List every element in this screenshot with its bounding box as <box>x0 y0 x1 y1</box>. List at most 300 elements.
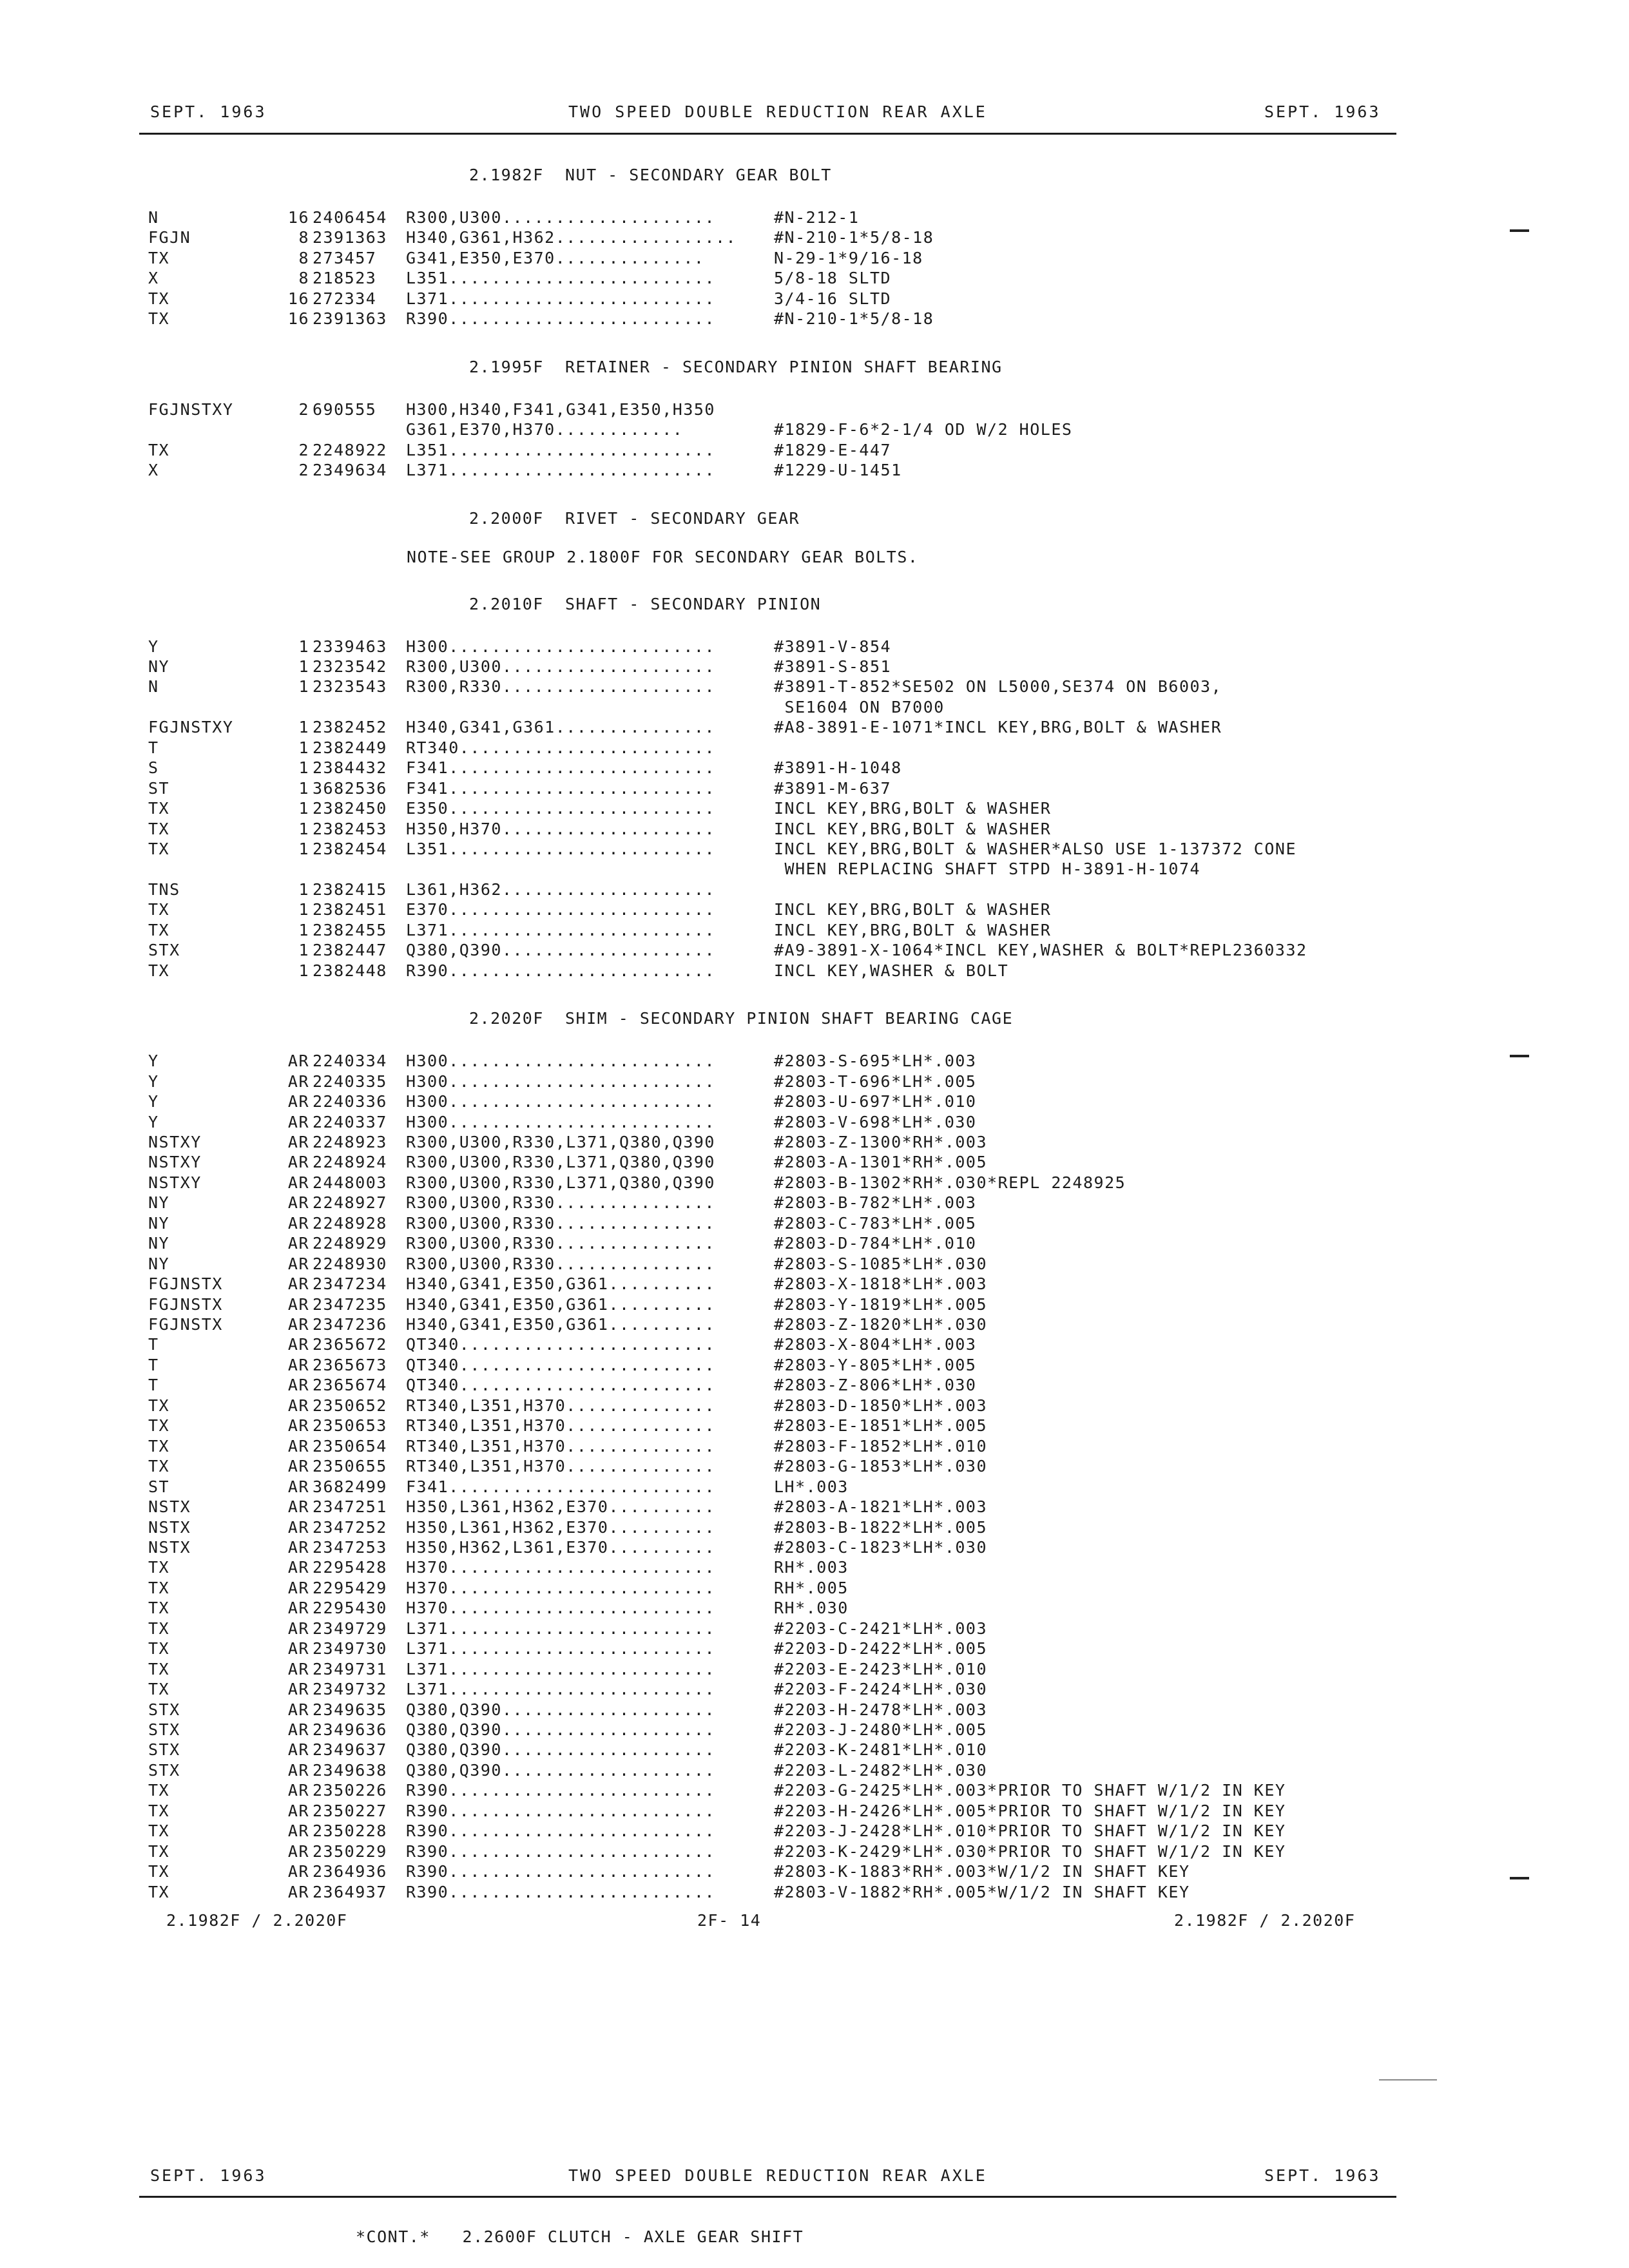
next-header-rule <box>139 2196 1396 2198</box>
application <box>406 1517 715 1537</box>
quantity: AR <box>287 1801 309 1820</box>
model-code: TX <box>148 1882 170 1901</box>
model-code: Y <box>148 1052 159 1071</box>
quantity: 16 <box>287 289 309 308</box>
application <box>406 1598 715 1618</box>
leader-dots: ......................... <box>448 1862 716 1881</box>
model-code: X <box>148 461 159 480</box>
application-text: H340,G341,E350,G361 <box>406 1294 609 1314</box>
leader-dots: ......................... <box>448 1659 716 1678</box>
model-code: N <box>148 677 159 697</box>
description: #2803-C-1823*LH*.030 <box>774 1537 988 1557</box>
model-code: STX <box>148 1700 180 1719</box>
leader-dots: .................... <box>501 1760 715 1780</box>
application <box>406 1557 715 1577</box>
quantity: 16 <box>287 208 309 227</box>
quantity: AR <box>287 1862 309 1881</box>
leader-dots: .................... <box>501 1700 715 1719</box>
model-code: T <box>148 1355 159 1374</box>
description: #2203-F-2424*LH*.030 <box>774 1680 988 1699</box>
application <box>406 657 715 677</box>
application <box>406 399 715 419</box>
leader-dots: ............... <box>555 718 715 737</box>
model-code: Y <box>148 1072 159 1091</box>
part-number: 2240336 <box>313 1092 387 1111</box>
application <box>406 819 715 839</box>
application <box>406 1619 715 1639</box>
model-code: TX <box>148 961 170 980</box>
quantity: AR <box>287 1355 309 1374</box>
part-number: 2240334 <box>313 1052 387 1071</box>
model-code: TX <box>148 1599 170 1618</box>
leader-dots: .................... <box>501 941 715 960</box>
part-number: 2349635 <box>313 1700 387 1719</box>
application <box>406 1679 715 1699</box>
application-text: R300,U300,R330 <box>406 1193 555 1213</box>
application-text: R300,R330 <box>406 677 502 697</box>
part-number: 2295429 <box>313 1578 387 1597</box>
quantity: AR <box>287 1558 309 1577</box>
model-code: STX <box>148 1720 180 1739</box>
application <box>406 207 715 227</box>
application-text: Q380,Q390 <box>406 1760 502 1780</box>
application <box>406 1578 715 1598</box>
model-code: TX <box>148 289 170 308</box>
margin-mark <box>1510 1877 1529 1879</box>
application-text: QT340 <box>406 1376 459 1395</box>
margin-mark <box>1379 2079 1437 2081</box>
quantity: AR <box>287 1335 309 1354</box>
application-text: F341 <box>406 778 449 798</box>
application <box>406 248 704 268</box>
leader-dots: ......................... <box>448 289 716 308</box>
leader-dots: .............. <box>566 1457 715 1476</box>
model-code: N <box>148 208 159 227</box>
part-number: 2347251 <box>313 1497 387 1517</box>
quantity: 1 <box>298 778 309 798</box>
application <box>406 798 715 818</box>
application-text: RT340,L351,H370 <box>406 1457 566 1476</box>
description: INCL KEY,BRG,BOLT & WASHER <box>774 900 1052 919</box>
application <box>406 1537 715 1557</box>
quantity: AR <box>287 1639 309 1658</box>
model-code: STX <box>148 1740 180 1760</box>
application <box>406 1254 715 1274</box>
model-code: STX <box>148 1760 180 1780</box>
description: SE1604 ON B7000 <box>774 697 945 716</box>
description: #N-210-1*5/8-18 <box>774 228 934 247</box>
application-text: L371 <box>406 920 449 939</box>
header-title: TWO SPEED DOUBLE REDUCTION REAR AXLE <box>568 102 987 121</box>
quantity: AR <box>287 1072 309 1091</box>
description: #3891-M-637 <box>774 778 892 798</box>
application-text: L351 <box>406 440 449 459</box>
leader-dots: ......................... <box>448 1599 716 1618</box>
application <box>406 1274 715 1294</box>
description: #2803-A-1301*RH*.005 <box>774 1153 988 1172</box>
description: INCL KEY,BRG,BOLT & WASHER <box>774 799 1052 818</box>
part-number: 2347234 <box>313 1274 387 1294</box>
application-text: H350,H362,L361,E370 <box>406 1537 609 1557</box>
section-note: NOTE-SEE GROUP 2.1800F FOR SECONDARY GEAR BOLTS. <box>407 547 919 566</box>
leader-dots: .................... <box>501 1720 715 1739</box>
application-text: R300,U300,R330,L371,Q380,Q390 <box>406 1132 715 1151</box>
leader-dots: ......................... <box>448 269 716 288</box>
part-number: 2248930 <box>313 1254 387 1273</box>
part-number: 2350652 <box>313 1396 387 1415</box>
model-code: FGJN <box>148 228 191 247</box>
application <box>406 1152 715 1172</box>
part-number: 2350655 <box>313 1457 387 1476</box>
application-text: H340,G341,E350,G361 <box>406 1274 609 1294</box>
description: #2803-Z-806*LH*.030 <box>774 1376 977 1395</box>
part-number: 2382452 <box>313 718 387 737</box>
model-code: TX <box>148 1416 170 1436</box>
part-number: 2350226 <box>313 1781 387 1800</box>
header-date-right: SEPT. 1963 <box>1264 102 1381 121</box>
application-text: Q380,Q390 <box>406 1740 502 1760</box>
quantity: 1 <box>298 900 309 919</box>
part-number: 2248927 <box>313 1193 387 1213</box>
leader-dots: ......................... <box>448 900 716 919</box>
part-number: 2248928 <box>313 1213 387 1233</box>
part-number: 2350653 <box>313 1416 387 1436</box>
model-code: NY <box>148 1234 170 1253</box>
part-number: 2364936 <box>313 1862 387 1881</box>
application-text: F341 <box>406 758 449 778</box>
application <box>406 717 715 737</box>
model-code: TX <box>148 1841 170 1861</box>
leader-dots: .................... <box>501 879 715 899</box>
application-text: F341 <box>406 1477 449 1496</box>
part-number: 2347253 <box>313 1537 387 1557</box>
description: #2203-J-2428*LH*.010*PRIOR TO SHAFT W/1/2 IN KEY <box>774 1821 1286 1841</box>
application-text: H340,G341,E350,G361 <box>406 1315 609 1334</box>
quantity: AR <box>287 1760 309 1780</box>
application <box>406 1436 715 1456</box>
description: #2203-C-2421*LH*.003 <box>774 1619 988 1638</box>
application <box>406 1091 715 1111</box>
leader-dots: ......................... <box>448 1578 716 1597</box>
part-number: 2349637 <box>313 1740 387 1760</box>
model-code: NSTX <box>148 1517 191 1537</box>
part-number: 2349730 <box>313 1639 387 1658</box>
next-header-date-left: SEPT. 1963 <box>150 2166 267 2185</box>
part-number: 218523 <box>313 269 377 288</box>
application <box>406 1477 715 1497</box>
model-code: NY <box>148 657 170 676</box>
description: RH*.003 <box>774 1558 849 1577</box>
application-text: H370 <box>406 1558 449 1577</box>
application-text: L361,H362 <box>406 879 502 899</box>
model-code: TX <box>148 1558 170 1577</box>
part-number: 2391363 <box>313 228 387 247</box>
description: #2803-U-697*LH*.010 <box>774 1092 977 1111</box>
quantity: AR <box>287 1213 309 1233</box>
model-code: FGJNSTXY <box>148 399 234 419</box>
quantity: AR <box>287 1457 309 1476</box>
application-text: Q380,Q390 <box>406 941 502 960</box>
next-header-title: TWO SPEED DOUBLE REDUCTION REAR AXLE <box>568 2166 987 2185</box>
leader-dots: .......... <box>608 1315 715 1334</box>
leader-dots: ......................... <box>448 799 716 818</box>
section-title: 2.2020F SHIM - SECONDARY PINION SHAFT BEARING CAGE <box>469 1009 1014 1028</box>
application <box>406 1314 715 1334</box>
application <box>406 1173 715 1193</box>
quantity: 1 <box>298 920 309 939</box>
leader-dots: ......................... <box>448 637 716 656</box>
description: #2803-Z-1820*LH*.030 <box>774 1315 988 1334</box>
application <box>406 440 715 460</box>
quantity: AR <box>287 1740 309 1760</box>
application-text: R300,U300,R330,L371,Q380,Q390 <box>406 1173 715 1192</box>
section-title: 2.2000F RIVET - SECONDARY GEAR <box>469 508 800 528</box>
part-number: 2240335 <box>313 1072 387 1091</box>
application <box>406 637 715 657</box>
leader-dots: ......................... <box>448 1619 716 1638</box>
leader-dots: ......................... <box>448 1680 716 1699</box>
description: #2203-G-2425*LH*.003*PRIOR TO SHAFT W/1/2 IN KEY <box>774 1781 1286 1800</box>
quantity: 1 <box>298 718 309 737</box>
leader-dots: ......................... <box>448 840 716 858</box>
application <box>406 1639 715 1658</box>
model-code: Y <box>148 1112 159 1131</box>
model-code: TX <box>148 1862 170 1881</box>
description: #2803-F-1852*LH*.010 <box>774 1436 988 1456</box>
next-header-date-right: SEPT. 1963 <box>1264 2166 1381 2185</box>
application-text: H300 <box>406 1052 449 1071</box>
model-code: FGJNSTX <box>148 1294 223 1314</box>
quantity: AR <box>287 1517 309 1537</box>
description: #3891-V-854 <box>774 637 892 656</box>
description: #2203-K-2429*LH*.030*PRIOR TO SHAFT W/1/2 IN KEY <box>774 1841 1286 1861</box>
application <box>406 1416 715 1436</box>
leader-dots: ......................... <box>448 961 716 980</box>
description: #2803-Y-1819*LH*.005 <box>774 1294 988 1314</box>
model-code: ST <box>148 1477 170 1496</box>
description: #2803-S-695*LH*.003 <box>774 1052 977 1071</box>
leader-dots: ......................... <box>448 1841 716 1861</box>
description: #A8-3891-E-1071*INCL KEY,BRG,BOLT & WASHER <box>774 718 1222 737</box>
model-code: TX <box>148 819 170 838</box>
description: #2803-A-1821*LH*.003 <box>774 1497 988 1517</box>
part-number: 2349729 <box>313 1619 387 1638</box>
leader-dots: .................... <box>501 208 715 227</box>
leader-dots: .............. <box>566 1436 715 1456</box>
quantity: 1 <box>298 961 309 980</box>
part-number: 2323543 <box>313 677 387 697</box>
model-code: TX <box>148 309 170 329</box>
application-text: R300,U300,R330 <box>406 1234 555 1253</box>
part-number: 2350227 <box>313 1801 387 1820</box>
application-text: H340,G341,G361 <box>406 718 555 737</box>
quantity: 1 <box>298 657 309 676</box>
description: #2803-B-1302*RH*.030*REPL 2248925 <box>774 1173 1126 1192</box>
model-code: NY <box>148 1193 170 1213</box>
description: #2203-D-2422*LH*.005 <box>774 1639 988 1658</box>
leader-dots: ......................... <box>448 1112 716 1131</box>
application <box>406 1841 715 1861</box>
model-code: TX <box>148 840 170 858</box>
application-text: L371 <box>406 1659 449 1678</box>
description: #2803-K-1883*RH*.003*W/1/2 IN SHAFT KEY <box>774 1862 1190 1881</box>
quantity: AR <box>287 1193 309 1213</box>
leader-dots: .......... <box>608 1294 715 1314</box>
description: #2803-S-1085*LH*.030 <box>774 1254 988 1273</box>
description: #2803-G-1853*LH*.030 <box>774 1457 988 1476</box>
part-number: 2323542 <box>313 657 387 676</box>
model-code: TX <box>148 1639 170 1658</box>
application <box>406 309 715 329</box>
description: #2803-X-804*LH*.003 <box>774 1335 977 1354</box>
leader-dots: ......................... <box>448 1477 716 1496</box>
application <box>406 920 715 940</box>
application <box>406 1396 715 1416</box>
application-text: G361,E370,H370 <box>406 420 555 439</box>
quantity: 1 <box>298 738 309 757</box>
application-text: H350,L361,H362,E370 <box>406 1497 609 1517</box>
part-number: 3682536 <box>313 778 387 798</box>
part-number: 2382448 <box>313 961 387 980</box>
quantity: AR <box>287 1619 309 1638</box>
application <box>406 1801 715 1821</box>
application-text: RT340,L351,H370 <box>406 1396 566 1415</box>
model-code: TX <box>148 1457 170 1476</box>
quantity: AR <box>287 1821 309 1841</box>
quantity: 1 <box>298 677 309 697</box>
model-code: T <box>148 738 159 757</box>
application-text: R390 <box>406 961 449 980</box>
quantity: 1 <box>298 637 309 656</box>
quantity: AR <box>287 1153 309 1172</box>
application <box>406 961 715 981</box>
description: #1829-E-447 <box>774 440 892 459</box>
application-text: L371 <box>406 289 449 308</box>
application-text: R390 <box>406 1781 449 1800</box>
quantity: AR <box>287 1578 309 1597</box>
application <box>406 839 715 859</box>
application-text: H300 <box>406 1112 449 1131</box>
description: #2803-B-1822*LH*.005 <box>774 1517 988 1537</box>
application-text: H370 <box>406 1599 449 1618</box>
description: #1229-U-1451 <box>774 461 902 480</box>
section-title: 2.1982F NUT - SECONDARY GEAR BOLT <box>469 166 832 184</box>
application <box>406 758 715 778</box>
quantity: AR <box>287 1497 309 1517</box>
application-text: Q380,Q390 <box>406 1720 502 1739</box>
model-code: NSTXY <box>148 1132 202 1151</box>
quantity: AR <box>287 1416 309 1436</box>
quantity: AR <box>287 1396 309 1415</box>
application-text: H300,H340,F341,G341,E350,H350 <box>406 399 715 419</box>
leader-dots: ......................... <box>448 778 716 798</box>
application-text: R300,U300 <box>406 657 502 676</box>
application-text: L371 <box>406 1680 449 1699</box>
quantity: 1 <box>298 879 309 899</box>
section-title: 2.2010F SHAFT - SECONDARY PINION <box>469 594 822 613</box>
leader-dots: ......................... <box>448 758 716 778</box>
model-code: TX <box>148 440 170 459</box>
description: #2203-H-2426*LH*.005*PRIOR TO SHAFT W/1/2 IN KEY <box>774 1801 1286 1820</box>
part-number: 2349731 <box>313 1659 387 1678</box>
leader-dots: ......................... <box>448 1558 716 1577</box>
description: #2803-D-1850*LH*.003 <box>774 1396 988 1415</box>
quantity: 1 <box>298 758 309 778</box>
application <box>406 1334 715 1354</box>
part-number: 2347252 <box>313 1517 387 1537</box>
description: #2203-J-2480*LH*.005 <box>774 1720 988 1739</box>
quantity: AR <box>287 1680 309 1699</box>
model-code: Y <box>148 637 159 656</box>
application-text: R390 <box>406 1862 449 1881</box>
leader-dots: ............ <box>555 420 684 439</box>
part-number: 2295430 <box>313 1599 387 1618</box>
leader-dots: ......................... <box>448 461 716 480</box>
application-text: QT340 <box>406 1355 459 1374</box>
margin-mark <box>1510 229 1529 232</box>
quantity: 1 <box>298 799 309 818</box>
application-text: L371 <box>406 1619 449 1638</box>
footer-page-number: 2F- 14 <box>697 1911 762 1930</box>
application <box>406 677 715 697</box>
leader-dots: ............... <box>555 1193 715 1213</box>
application <box>406 1659 715 1679</box>
application <box>406 1882 715 1902</box>
continuation-line: *CONT.* 2.2600F CLUTCH - AXLE GEAR SHIFT <box>356 2227 804 2246</box>
application-text: H300 <box>406 1092 449 1111</box>
model-code: TX <box>148 1801 170 1820</box>
application <box>406 1294 715 1314</box>
model-code: NSTXY <box>148 1153 202 1172</box>
description: N-29-1*9/16-18 <box>774 248 923 267</box>
leader-dots: ......................... <box>448 1092 716 1111</box>
application <box>406 1497 715 1517</box>
application <box>406 1760 715 1780</box>
application <box>406 1112 715 1132</box>
application <box>406 1821 715 1841</box>
part-number: 2382450 <box>313 799 387 818</box>
application-text: L371 <box>406 1639 449 1658</box>
model-code: TX <box>148 900 170 919</box>
section-title: 2.1995F RETAINER - SECONDARY PINION SHAFT BEARING <box>469 357 1003 376</box>
leader-dots: .............. <box>555 248 705 267</box>
part-number: 2347236 <box>313 1315 387 1334</box>
description: #3891-S-851 <box>774 657 892 676</box>
quantity: 1 <box>298 941 309 960</box>
leader-dots: ......................... <box>448 1781 716 1800</box>
description: #1829-F-6*2-1/4 OD W/2 HOLES <box>774 420 1073 439</box>
part-number: 2382451 <box>313 900 387 919</box>
application <box>406 1193 715 1213</box>
leader-dots: .............. <box>566 1416 715 1436</box>
model-code: NSTX <box>148 1497 191 1517</box>
application-text: R390 <box>406 1821 449 1841</box>
application-text: H350,L361,H362,E370 <box>406 1517 609 1537</box>
leader-dots: ............... <box>555 1213 715 1233</box>
quantity: AR <box>287 1841 309 1861</box>
description: #2803-V-1882*RH*.005*W/1/2 IN SHAFT KEY <box>774 1882 1190 1901</box>
application <box>406 289 715 309</box>
part-number: 2349638 <box>313 1760 387 1780</box>
part-number: 2350654 <box>313 1436 387 1456</box>
application <box>406 940 715 960</box>
leader-dots: ......................... <box>448 1072 716 1091</box>
leader-dots: ......................... <box>448 1639 716 1658</box>
leader-dots: .............. <box>566 1396 715 1415</box>
leader-dots: .......... <box>608 1274 715 1294</box>
model-code: T <box>148 1376 159 1395</box>
quantity: AR <box>287 1781 309 1800</box>
